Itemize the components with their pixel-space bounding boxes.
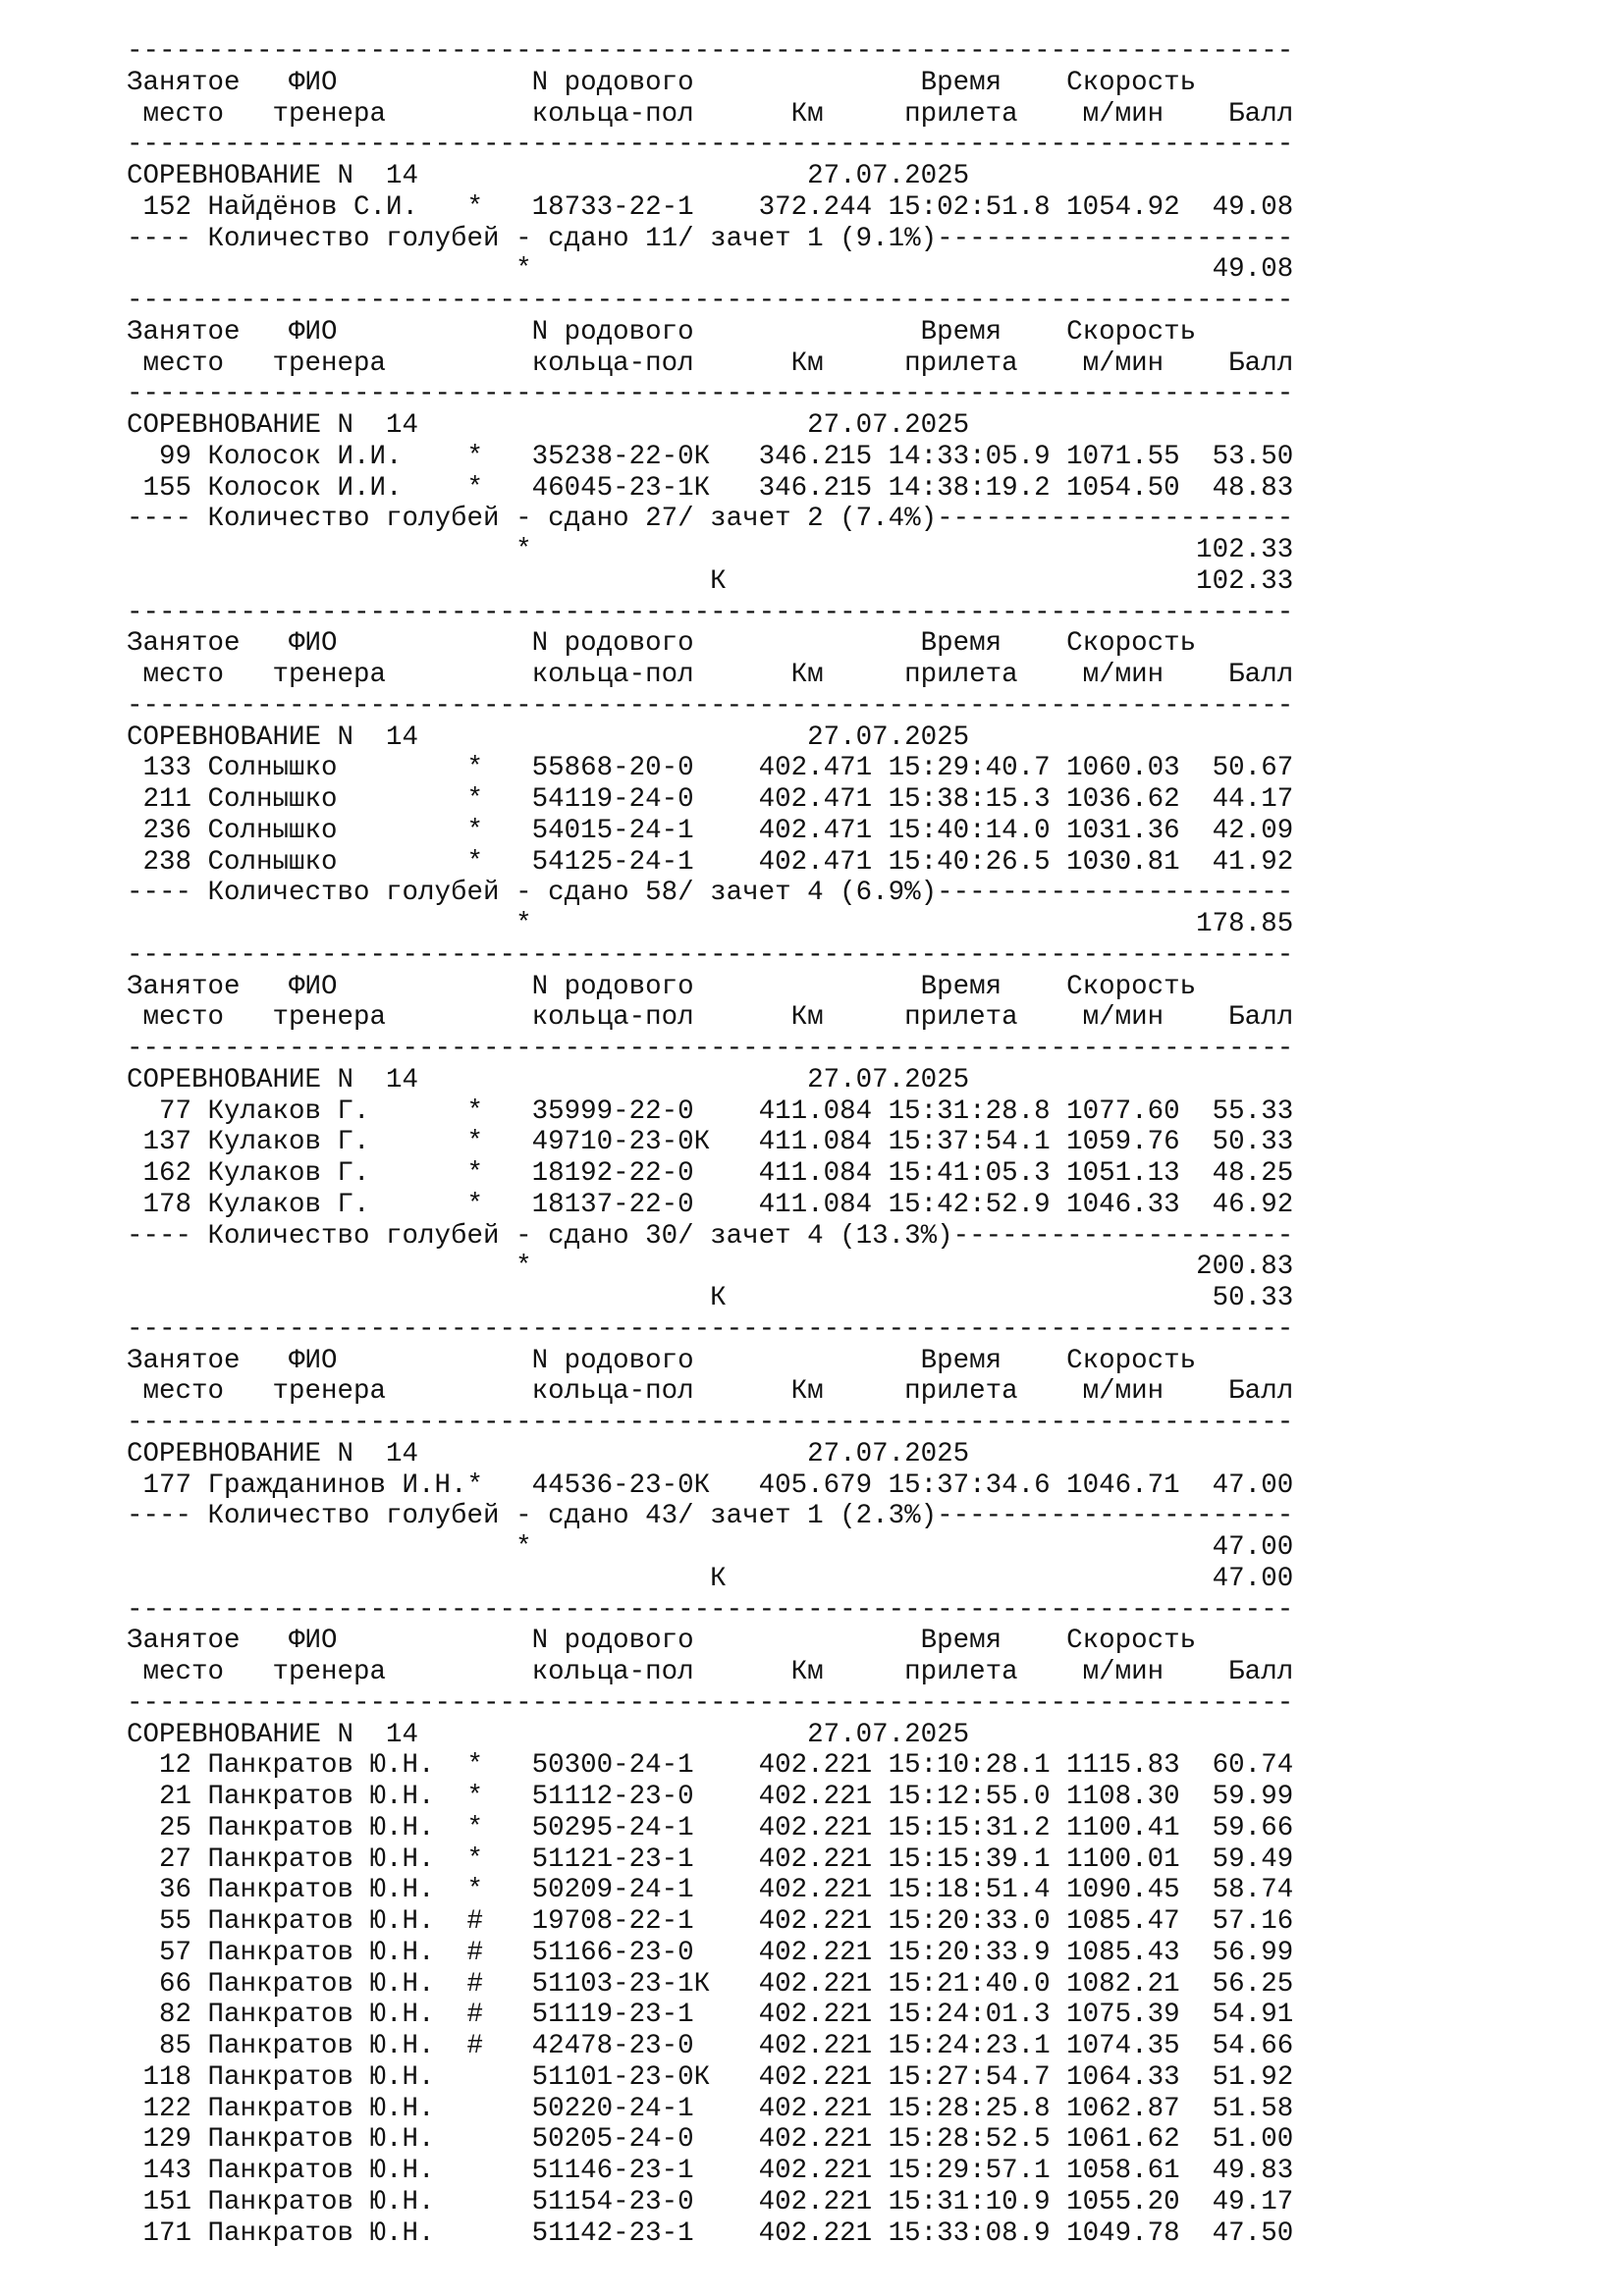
result-row: 122 Панкратов Ю.Н. 50220-24-1 402.221 15:28:25.8 1062.87 51.58 (127, 2093, 1294, 2124)
column-header-row-2: место тренера кольца-пол Км прилета м/мин Балл (127, 1657, 1294, 1687)
result-row: 171 Панкратов Ю.Н. 51142-23-1 402.221 15:33:08.9 1049.78 47.50 (127, 2217, 1294, 2249)
result-row: 57 Панкратов Ю.Н. # 51166-23-0 402.221 15:20:33.9 1085.43 56.99 (127, 1937, 1294, 1968)
result-row: 133 Солнышко * 55868-20-0 402.471 15:29:40.7 1060.03 50.67 (127, 753, 1294, 784)
separator-line: ------------------------------------------------------------------------ (127, 1408, 1294, 1438)
total-line: * 49.08 (127, 254, 1294, 286)
column-header-row-2: место тренера кольца-пол Км прилета м/мин Балл (127, 98, 1294, 130)
result-row: 77 Кулаков Г. * 35999-22-0 411.084 15:31:28.8 1077.60 55.33 (127, 1095, 1294, 1127)
result-row: 99 Колосок И.И. * 35238-22-0К 346.215 14:33:05.9 1071.55 53.50 (127, 441, 1294, 472)
separator-line: ------------------------------------------------------------------------ (127, 130, 1294, 161)
result-row: 152 Найдёнов С.И. * 18733-22-1 372.244 15:02:51.8 1054.92 49.08 (127, 191, 1294, 223)
result-row: 238 Солнышко * 54125-24-1 402.471 15:40:26.5 1030.81 41.92 (127, 846, 1294, 878)
column-header-row-1: Занятое ФИО N родового Время Скорость (127, 67, 1197, 98)
column-header-row-1: Занятое ФИО N родового Время Скорость (127, 1345, 1197, 1376)
result-row: 21 Панкратов Ю.Н. * 51112-23-0 402.221 15:12:55.0 1108.30 59.99 (127, 1782, 1294, 1812)
column-header-row-2: место тренера кольца-пол Км прилета м/мин Балл (127, 1002, 1294, 1034)
competition-header: СОРЕВНОВАНИЕ N 14 27.07.2025 (127, 1064, 970, 1095)
competition-header: СОРЕВНОВАНИЕ N 14 27.07.2025 (127, 1438, 970, 1469)
result-row: 25 Панкратов Ю.Н. * 50295-24-1 402.221 15:15:31.2 1100.41 59.66 (127, 1812, 1294, 1843)
separator-line: ------------------------------------------------------------------------ (127, 286, 1294, 316)
separator-line: ------------------------------------------------------------------------ (127, 1034, 1294, 1064)
summary-line: ---- Количество голубей - сдано 30/ зачет 4 (13.3%)--------------------- (127, 1220, 1294, 1252)
competition-header: СОРЕВНОВАНИЕ N 14 27.07.2025 (127, 410, 970, 441)
column-header-row-2: место тренера кольца-пол Км прилета м/мин Балл (127, 1376, 1294, 1408)
result-row: 177 Гражданинов И.Н.* 44536-23-0К 405.679 15:37:34.6 1046.71 47.00 (127, 1469, 1294, 1501)
result-row: 236 Солнышко * 54015-24-1 402.471 15:40:14.0 1031.36 42.09 (127, 815, 1294, 846)
column-header-row-2: место тренера кольца-пол Км прилета м/мин Балл (127, 660, 1294, 690)
total-line: * 200.83 (127, 1252, 1294, 1283)
column-header-row-1: Занятое ФИО N родового Время Скорость (127, 1626, 1197, 1657)
result-row: 211 Солнышко * 54119-24-0 402.471 15:38:15.3 1036.62 44.17 (127, 784, 1294, 815)
result-row: 82 Панкратов Ю.Н. # 51119-23-1 402.221 15:24:01.3 1075.39 54.91 (127, 2000, 1294, 2031)
separator-line: ------------------------------------------------------------------------ (127, 379, 1294, 410)
separator-line: ------------------------------------------------------------------------ (127, 690, 1294, 721)
result-row: 143 Панкратов Ю.Н. 51146-23-1 402.221 15:29:57.1 1058.61 49.83 (127, 2156, 1294, 2186)
total-line: * 47.00 (127, 1532, 1294, 1563)
summary-line: ---- Количество голубей - сдано 27/ зачет 2 (7.4%)---------------------- (127, 504, 1294, 535)
separator-line: ------------------------------------------------------------------------ (127, 1594, 1294, 1626)
separator-line: ------------------------------------------------------------------------ (127, 939, 1294, 971)
column-header-row-1: Занятое ФИО N родового Время Скорость (127, 971, 1197, 1002)
competition-header: СОРЕВНОВАНИЕ N 14 27.07.2025 (127, 1719, 970, 1750)
total-line: * 178.85 (127, 909, 1294, 939)
result-row: 27 Панкратов Ю.Н. * 51121-23-1 402.221 15:15:39.1 1100.01 59.49 (127, 1843, 1294, 1875)
result-row: 118 Панкратов Ю.Н. 51101-23-0К 402.221 15:27:54.7 1064.33 51.92 (127, 2061, 1294, 2093)
result-row: 151 Панкратов Ю.Н. 51154-23-0 402.221 15:31:10.9 1055.20 49.17 (127, 2186, 1294, 2217)
summary-line: ---- Количество голубей - сдано 11/ зачет 1 (9.1%)---------------------- (127, 223, 1294, 254)
competition-header: СОРЕВНОВАНИЕ N 14 27.07.2025 (127, 721, 970, 753)
result-row: 137 Кулаков Г. * 49710-23-0К 411.084 15:37:54.1 1059.76 50.33 (127, 1127, 1294, 1158)
total-line: К 50.33 (127, 1283, 1294, 1313)
result-row: 178 Кулаков Г. * 18137-22-0 411.084 15:42:52.9 1046.33 46.92 (127, 1189, 1294, 1220)
summary-line: ---- Количество голубей - сдано 58/ зачет 4 (6.9%)---------------------- (127, 878, 1294, 909)
column-header-row-1: Занятое ФИО N родового Время Скорость (127, 628, 1197, 660)
competition-header: СОРЕВНОВАНИЕ N 14 27.07.2025 (127, 161, 970, 191)
separator-line: ------------------------------------------------------------------------ (127, 1313, 1294, 1345)
results-report (127, 36, 1293, 2249)
separator-line: ------------------------------------------------------------------------ (127, 597, 1294, 628)
column-header-row-2: место тренера кольца-пол Км прилета м/мин Балл (127, 347, 1294, 379)
result-row: 85 Панкратов Ю.Н. # 42478-23-0 402.221 15:24:23.1 1074.35 54.66 (127, 2031, 1294, 2061)
result-row: 155 Колосок И.И. * 46045-23-1К 346.215 14:38:19.2 1054.50 48.83 (127, 472, 1294, 504)
result-row: 55 Панкратов Ю.Н. # 19708-22-1 402.221 15:20:33.0 1085.47 57.16 (127, 1906, 1294, 1937)
column-header-row-1: Занятое ФИО N родового Время Скорость (127, 316, 1197, 347)
result-row: 12 Панкратов Ю.Н. * 50300-24-1 402.221 15:10:28.1 1115.83 60.74 (127, 1750, 1294, 1782)
total-line: * 102.33 (127, 535, 1294, 565)
separator-line: ------------------------------------------------------------------------ (127, 36, 1294, 67)
result-row: 162 Кулаков Г. * 18192-22-0 411.084 15:41:05.3 1051.13 48.25 (127, 1158, 1294, 1189)
result-row: 36 Панкратов Ю.Н. * 50209-24-1 402.221 15:18:51.4 1090.45 58.74 (127, 1875, 1294, 1906)
total-line: К 102.33 (127, 565, 1294, 597)
separator-line: ------------------------------------------------------------------------ (127, 1687, 1294, 1719)
summary-line: ---- Количество голубей - сдано 43/ зачет 1 (2.3%)---------------------- (127, 1501, 1294, 1532)
result-row: 66 Панкратов Ю.Н. # 51103-23-1К 402.221 15:21:40.0 1082.21 56.25 (127, 1968, 1294, 2000)
result-row: 129 Панкратов Ю.Н. 50205-24-0 402.221 15:28:52.5 1061.62 51.00 (127, 2124, 1294, 2156)
total-line: К 47.00 (127, 1563, 1294, 1594)
